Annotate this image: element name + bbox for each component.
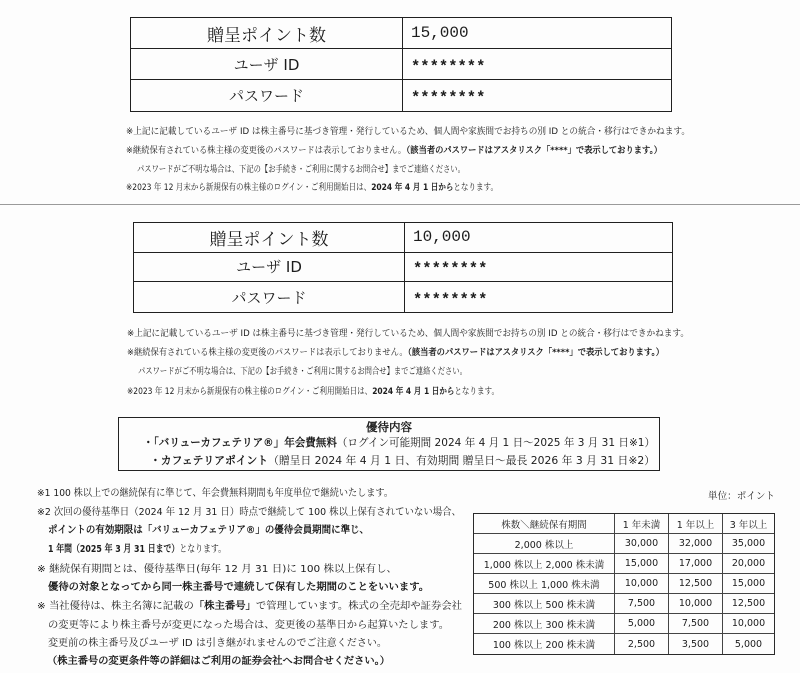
footnote-text: で管理しています。株式の全売却や証券会社 (255, 601, 463, 612)
tier-label: 200 株以上 300 株未満 (474, 614, 615, 634)
points-value: 10,000 (405, 223, 672, 253)
footnote-holding-period (37, 564, 397, 576)
footnote-holding-period-cont (48, 582, 429, 594)
points-1-year-plus: 17,000 (669, 554, 723, 574)
note-text: ※上記に記載しているユーザ ID は株主番号に基づき管理・発行しているため、個人間や家族間でお持ちの別 ID との統合・移行はできかねます。 (127, 329, 689, 339)
points-1-year-plus: 7,500 (669, 614, 723, 634)
lower-note-password-contact (138, 366, 467, 378)
lower-note-password-hidden (127, 347, 664, 359)
benefit-item-heading: ・「バリューカフェテリア®」年会費無料 (143, 436, 337, 449)
note-text: ※継続保有されている株主様の変更後のパスワードは表示しておりません。 (127, 348, 408, 358)
points-value: 15,000 (403, 18, 671, 49)
user-id-value: ******** (405, 253, 672, 283)
points-3-years-plus: 12,500 (723, 594, 774, 614)
points-3-years-plus: 5,000 (734, 638, 763, 650)
points-label: 贈呈ポイント数 (134, 223, 405, 253)
header-under-1-year: 1 年未満 (615, 514, 669, 534)
user-id-label: ユーザ ID (134, 253, 405, 283)
footnote-shareholder-number-cont-2 (48, 638, 387, 650)
footnote-2 (37, 507, 461, 519)
tier-label: 300 株以上 500 株未満 (474, 594, 615, 614)
note-text: ※2023 年 12 月末から新規保有の株主様のログイン・ご利用開始日は、 (126, 183, 372, 193)
footnote-bold-text: 優待の対象となってから同一株主番号で連続して保有した期間のことをいいます。 (48, 582, 430, 593)
footnote-shareholder-number-cont-1 (48, 620, 449, 632)
header-shares-holding-period: 株数＼継続保有期間 (474, 514, 615, 534)
note-text: ※継続保有されている株主様の変更後のパスワードは表示しておりません。 (126, 146, 407, 156)
footnote-text: ※1 100 株以上での継続保有に準じて、年会費無料期間も年度単位で継続いたします。 (37, 488, 393, 499)
footnote-bold-text: （株主番号の変更条件等の詳細はご利用の証券会社へお問合せください。） (47, 656, 391, 667)
benefit-item-detail: （贈呈日 2024 年 4 月 1 日、有効期間 贈呈日～最長 2026 年 3 月 31 日※2） (268, 454, 656, 467)
upper-account-table (130, 17, 672, 112)
points-3-years-plus: 35,000 (723, 534, 774, 554)
user-id-value: ******** (403, 49, 671, 80)
points-1-year-plus: 32,000 (669, 534, 723, 554)
points-3-years-plus: 20,000 (723, 554, 774, 574)
points-under-1-year: 7,500 (615, 594, 669, 614)
upper-note-start-date (126, 182, 498, 194)
header-1-year-plus: 1 年以上 (669, 514, 723, 534)
footnote-2-cont-2 (48, 544, 226, 556)
points-3-years-plus: 10,000 (723, 614, 774, 634)
benefit-item-annual-fee (143, 436, 655, 450)
benefits-title: 優待内容 (366, 420, 412, 434)
upper-note-password-hidden (126, 145, 662, 157)
footnote-text: ※ 継続保有期間とは、優待基準日(毎年 12 月 31 日)に 100 株以上保有し、 (37, 564, 398, 575)
header-3-years-plus: 3 年以上 (723, 514, 774, 534)
points-3-years-plus: 15,000 (723, 574, 774, 594)
footnote-1 (37, 488, 393, 500)
points-table (473, 513, 775, 655)
tier-label: 100 株以上 200 株未満 (474, 634, 615, 654)
benefit-item-heading: ・カフェテリアポイント (150, 454, 269, 467)
lower-account-table (133, 222, 673, 313)
points-under-1-year: 5,000 (615, 614, 669, 634)
footnote-text: となります。 (179, 544, 226, 555)
note-text: パスワードがご不明な場合は、下記の【お手続き・ご利用に関するお問合せ】までご連絡ください。 (137, 165, 465, 175)
note-text: ※上記に記載しているユーザ ID は株主番号に基づき管理・発行しているため、個人間や家族間でお持ちの別 ID との統合・移行はできかねます。 (126, 127, 690, 137)
points-under-1-year: 15,000 (615, 554, 669, 574)
points-unit-label: 単位：ポイント (708, 491, 776, 502)
footnote-bold-text: 1 年間（2025 年 3 月 31 日まで） (48, 544, 180, 555)
upper-note-password-contact (137, 164, 465, 176)
lower-note-start-date (127, 386, 499, 398)
points-under-1-year: 10,000 (615, 574, 669, 594)
footnote-bold-text: 「株主番号」 (193, 601, 256, 612)
tier-label: 500 株以上 1,000 株未満 (474, 574, 615, 594)
lower-note-id-integration (127, 328, 689, 340)
note-bold-text: （該当者のパスワードはアスタリスク「****」で表示しております。） (407, 348, 664, 358)
password-value: ******** (411, 89, 486, 107)
password-value: ******** (413, 290, 488, 309)
user-id-label: ユーザ ID (131, 49, 403, 80)
benefit-item-detail: （ログイン可能期間 2024 年 4 月 1 日～2025 年 3 月 31 日※1） (336, 436, 656, 449)
footnote-text: 変更前の株主番号及びユーザ ID は引き継がれませんのでご注意ください。 (48, 638, 388, 649)
password-label: パスワード (134, 282, 405, 312)
points-1-year-plus: 10,000 (669, 594, 723, 614)
cut-line (0, 204, 800, 205)
note-text: ※2023 年 12 月末から新規保有の株主様のログイン・ご利用開始日は、 (127, 387, 373, 397)
points-label: 贈呈ポイント数 (131, 18, 403, 49)
points-under-1-year: 2,500 (615, 634, 669, 654)
password-label: パスワード (131, 80, 403, 111)
note-bold-text: （該当者のパスワードはアスタリスク「****」で表示しております。） (406, 146, 662, 156)
benefit-item-points (150, 454, 655, 468)
benefits-box (118, 417, 660, 471)
tier-label: 1,000 株以上 2,000 株未満 (474, 554, 615, 574)
footnote-text: の変更等により株主番号が変更になった場合は、変更後の基準日から起算いたします。 (48, 620, 449, 631)
footnote-text: ※ 当社優待は、株主名簿に記載の (37, 601, 194, 612)
footnote-text: ※2 次回の優待基準日（2024 年 12 月 31 日）時点で継続して 100 株以上保有されていない場合、 (37, 507, 462, 518)
note-bold-date: 2024 年 4 月 1 日から (372, 387, 455, 397)
note-text: パスワードがご不明な場合は、下記の【お手続き・ご利用に関するお問合せ】までご連絡ください。 (138, 367, 467, 377)
footnote-shareholder-number (37, 601, 462, 613)
tier-label: 2,000 株以上 (474, 534, 615, 554)
footnote-2-cont-1 (48, 525, 369, 537)
note-text: となります。 (454, 387, 499, 397)
footnote-shareholder-number-cont-3 (47, 656, 390, 668)
points-under-1-year: 30,000 (615, 534, 669, 554)
points-1-year-plus: 12,500 (669, 574, 723, 594)
points-1-year-plus: 3,500 (669, 634, 723, 654)
note-text: となります。 (453, 183, 498, 193)
note-bold-date: 2024 年 4 月 1 日から (371, 183, 454, 193)
footnote-bold-text: ポイントの有効期限は「バリューカフェテリア®」の優待会員期間に準じ、 (48, 525, 369, 536)
upper-note-id-integration (126, 126, 690, 138)
